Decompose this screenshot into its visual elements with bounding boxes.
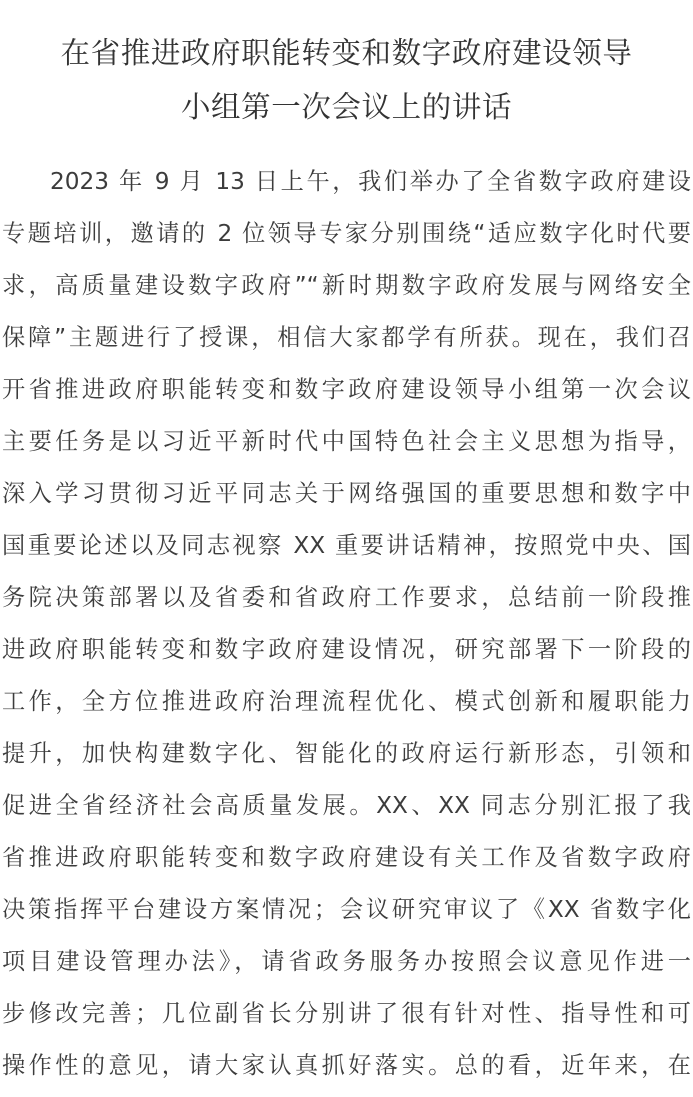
body-line: 工作，全方位推进政府治理流程优化、模式创新和履职能力: [2, 688, 691, 715]
body-line: 省推进政府职能转变和数字政府建设有关工作及省数字政府: [2, 844, 691, 871]
body-line: 进政府职能转变和数字政府建设情况，研究部署下一阶段的: [2, 636, 691, 663]
body-line: 步修改完善；几位副省长分别讲了很有针对性、指导性和可: [2, 1000, 691, 1027]
body-line: 主要任务是以习近平新时代中国特色社会主义思想为指导，: [2, 428, 691, 455]
body-line: 专题培训，邀请的 2 位领导专家分别围绕“适应数字化时代要: [2, 220, 691, 247]
body-line: 保障”主题进行了授课，相信大家都学有所获。现在，我们召: [2, 324, 691, 351]
body-text: [0, 156, 693, 1092]
page-title: [0, 26, 693, 134]
body-line: 提升，加快构建数字化、智能化的政府运行新形态，引领和: [2, 740, 691, 767]
body-line: 深入学习贯彻习近平同志关于网络强国的重要思想和数字中: [2, 480, 691, 507]
title-line-2: 小组第一次会议上的讲话: [180, 90, 513, 124]
body-line: 促进全省经济社会高质量发展。XX、XX 同志分别汇报了我: [2, 792, 691, 819]
body-line: 决策指挥平台建设方案情况；会议研究审议了《XX 省数字化: [2, 896, 691, 923]
body-line: 求，高质量建设数字政府”“新时期数字政府发展与网络安全: [2, 272, 691, 299]
body-line: 2023 年 9 月 13 日上午，我们举办了全省数字政府建设: [50, 168, 691, 195]
title-line-1: 在省推进政府职能转变和数字政府建设领导: [60, 36, 633, 70]
body-line: 项目建设管理办法》，请省政务服务办按照会议意见作进一: [2, 948, 691, 975]
body-line: 开省推进政府职能转变和数字政府建设领导小组第一次会议: [2, 376, 691, 403]
body-line: 操作性的意见，请大家认真抓好落实。总的看，近年来，在: [2, 1052, 691, 1079]
body-line: 务院决策部署以及省委和省政府工作要求，总结前一阶段推: [2, 584, 691, 611]
body-line: 国重要论述以及同志视察 XX 重要讲话精神，按照党中央、国: [2, 532, 691, 559]
